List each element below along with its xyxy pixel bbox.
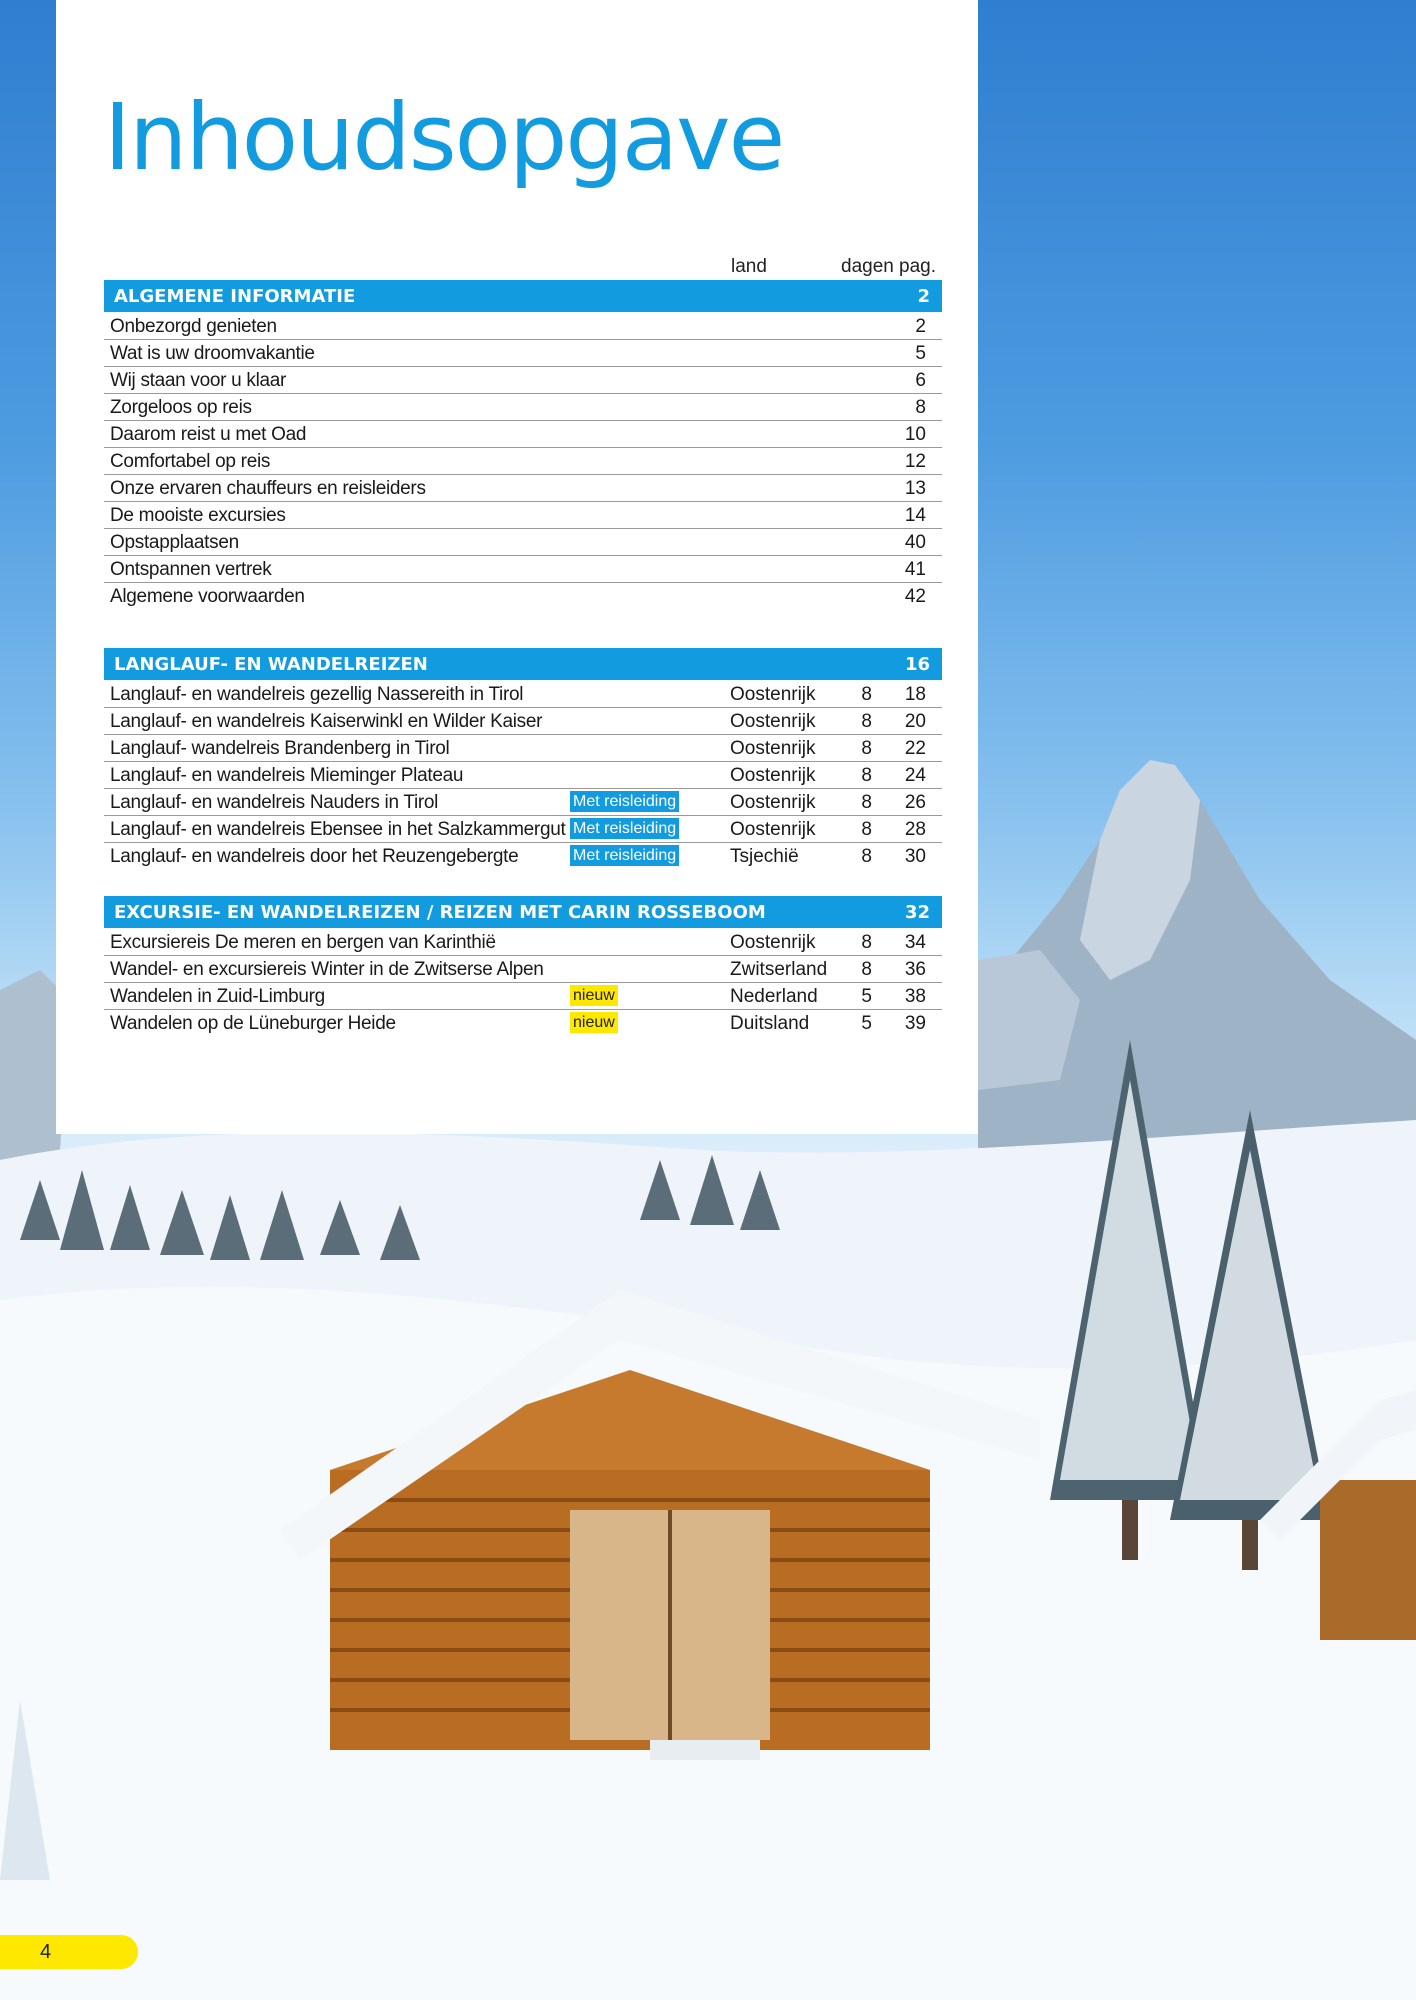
toc-row[interactable] xyxy=(104,339,942,367)
toc-page: 24 xyxy=(904,765,926,786)
section-header-algemene-informatie[interactable] xyxy=(104,280,942,312)
toc-row[interactable] xyxy=(104,420,942,448)
toc-title: Zorgeloos op reis xyxy=(110,397,252,418)
toc-row[interactable] xyxy=(104,982,942,1010)
toc-title: Onbezorgd genieten xyxy=(110,316,277,337)
toc-row[interactable] xyxy=(104,928,942,956)
toc-row[interactable] xyxy=(104,1009,942,1036)
section-page: 32 xyxy=(904,902,930,923)
met-reisleiding-badge: Met reisleiding xyxy=(570,845,679,866)
toc-country: Nederland xyxy=(730,986,818,1007)
toc-country: Oostenrijk xyxy=(730,819,816,840)
met-reisleiding-badge: Met reisleiding xyxy=(570,818,679,839)
toc-title: Langlauf- en wandelreis door het Reuzengebergte xyxy=(110,846,519,867)
toc-row[interactable] xyxy=(104,815,942,843)
toc-row[interactable] xyxy=(104,528,942,556)
toc-row[interactable] xyxy=(104,707,942,735)
toc-title: Comfortabel op reis xyxy=(110,451,271,472)
column-header-dagen: dagen xyxy=(841,256,894,277)
toc-country: Oostenrijk xyxy=(730,932,816,953)
toc-title: Wandel- en excursiereis Winter in de Zwitserse Alpen xyxy=(110,959,544,980)
toc-title: Wat is uw droomvakantie xyxy=(110,343,315,364)
toc-days: 8 xyxy=(861,792,872,813)
toc-title: Wandelen in Zuid-Limburg xyxy=(110,986,325,1007)
toc-title: Langlauf- en wandelreis gezellig Nassereith in Tirol xyxy=(110,684,524,705)
toc-title: Wij staan voor u klaar xyxy=(110,370,287,391)
section-header-excursie-en-wandelreizen[interactable] xyxy=(104,896,942,928)
section-title: LANGLAUF- EN WANDELREIZEN xyxy=(114,654,428,675)
toc-row[interactable] xyxy=(104,582,942,609)
toc-title: Ontspannen vertrek xyxy=(110,559,272,580)
toc-country: Duitsland xyxy=(730,1013,810,1034)
toc-page: 13 xyxy=(904,478,926,499)
toc-row[interactable] xyxy=(104,474,942,502)
toc-page: 22 xyxy=(904,738,926,759)
toc-country: Oostenrijk xyxy=(730,738,816,759)
toc-page: 36 xyxy=(904,959,926,980)
toc-title: Langlauf- en wandelreis Ebensee in het Salzkammergut xyxy=(110,819,566,840)
toc-title: Langlauf- en wandelreis Kaiserwinkl en Wilder Kaiser xyxy=(110,711,543,732)
toc-page: 34 xyxy=(904,932,926,953)
toc-row[interactable] xyxy=(104,366,942,394)
page-number: 4 xyxy=(40,1941,52,1963)
toc-days: 8 xyxy=(861,959,872,980)
met-reisleiding-badge: Met reisleiding xyxy=(570,791,679,812)
page-number-tab xyxy=(0,1935,138,1969)
toc-row[interactable] xyxy=(104,734,942,762)
toc-country: Oostenrijk xyxy=(730,711,816,732)
toc-page: 18 xyxy=(904,684,926,705)
toc-title: Langlauf- wandelreis Brandenberg in Tirol xyxy=(110,738,450,759)
toc-days: 8 xyxy=(861,932,872,953)
toc-page: 41 xyxy=(904,559,926,580)
section-title: EXCURSIE- EN WANDELREIZEN / REIZEN MET CARIN ROSSEBOOM xyxy=(114,902,766,923)
toc-title: Algemene voorwaarden xyxy=(110,586,305,607)
section-page: 2 xyxy=(917,286,930,307)
toc-days: 8 xyxy=(861,846,872,867)
column-header-land: land xyxy=(731,256,767,277)
toc-page: 10 xyxy=(904,424,926,445)
toc-row[interactable] xyxy=(104,761,942,789)
column-header-pag: pag. xyxy=(899,256,936,277)
toc-row[interactable] xyxy=(104,393,942,421)
toc-days: 8 xyxy=(861,711,872,732)
toc-title: Excursiereis De meren en bergen van Karinthië xyxy=(110,932,496,953)
toc-days: 8 xyxy=(861,738,872,759)
toc-page: 39 xyxy=(904,1013,926,1034)
toc-row[interactable] xyxy=(104,447,942,475)
toc-days: 5 xyxy=(861,1013,872,1034)
toc-page: 14 xyxy=(904,505,926,526)
toc-country: Zwitserland xyxy=(730,959,828,980)
toc-country: Oostenrijk xyxy=(730,765,816,786)
toc-page: 40 xyxy=(904,532,926,553)
nieuw-badge: nieuw xyxy=(570,985,618,1006)
toc-page: 26 xyxy=(904,792,926,813)
toc-page: 38 xyxy=(904,986,926,1007)
page-title: Inhoudsopgave xyxy=(104,84,784,191)
toc-row[interactable] xyxy=(104,555,942,583)
section-header-langlauf-en-wandelreizen[interactable] xyxy=(104,648,942,680)
toc-row[interactable] xyxy=(104,312,942,340)
toc-page: 20 xyxy=(904,711,926,732)
toc-title: Opstapplaatsen xyxy=(110,532,239,553)
toc-title: De mooiste excursies xyxy=(110,505,286,526)
toc-days: 8 xyxy=(861,765,872,786)
toc-country: Tsjechië xyxy=(730,846,799,867)
toc-country: Oostenrijk xyxy=(730,684,816,705)
toc-row[interactable] xyxy=(104,788,942,816)
toc-days: 8 xyxy=(861,819,872,840)
toc-title: Onze ervaren chauffeurs en reisleiders xyxy=(110,478,426,499)
toc-page: 8 xyxy=(915,397,926,418)
section-page: 16 xyxy=(904,654,930,675)
toc-title: Langlauf- en wandelreis Mieminger Plateau xyxy=(110,765,464,786)
toc-page: 42 xyxy=(904,586,926,607)
toc-page: 5 xyxy=(915,343,926,364)
toc-title: Langlauf- en wandelreis Nauders in Tirol xyxy=(110,792,439,813)
toc-row[interactable] xyxy=(104,955,942,983)
toc-title: Wandelen op de Lüneburger Heide xyxy=(110,1013,396,1034)
toc-row[interactable] xyxy=(104,680,942,708)
toc-page: 28 xyxy=(904,819,926,840)
toc-title: Daarom reist u met Oad xyxy=(110,424,307,445)
toc-days: 5 xyxy=(861,986,872,1007)
toc-country: Oostenrijk xyxy=(730,792,816,813)
toc-page: 6 xyxy=(915,370,926,391)
section-title: ALGEMENE INFORMATIE xyxy=(114,286,356,307)
toc-row[interactable] xyxy=(104,842,942,869)
toc-page: 12 xyxy=(904,451,926,472)
nieuw-badge: nieuw xyxy=(570,1012,618,1033)
toc-row[interactable] xyxy=(104,501,942,529)
toc-days: 8 xyxy=(861,684,872,705)
toc-page: 30 xyxy=(904,846,926,867)
toc-page: 2 xyxy=(915,316,926,337)
